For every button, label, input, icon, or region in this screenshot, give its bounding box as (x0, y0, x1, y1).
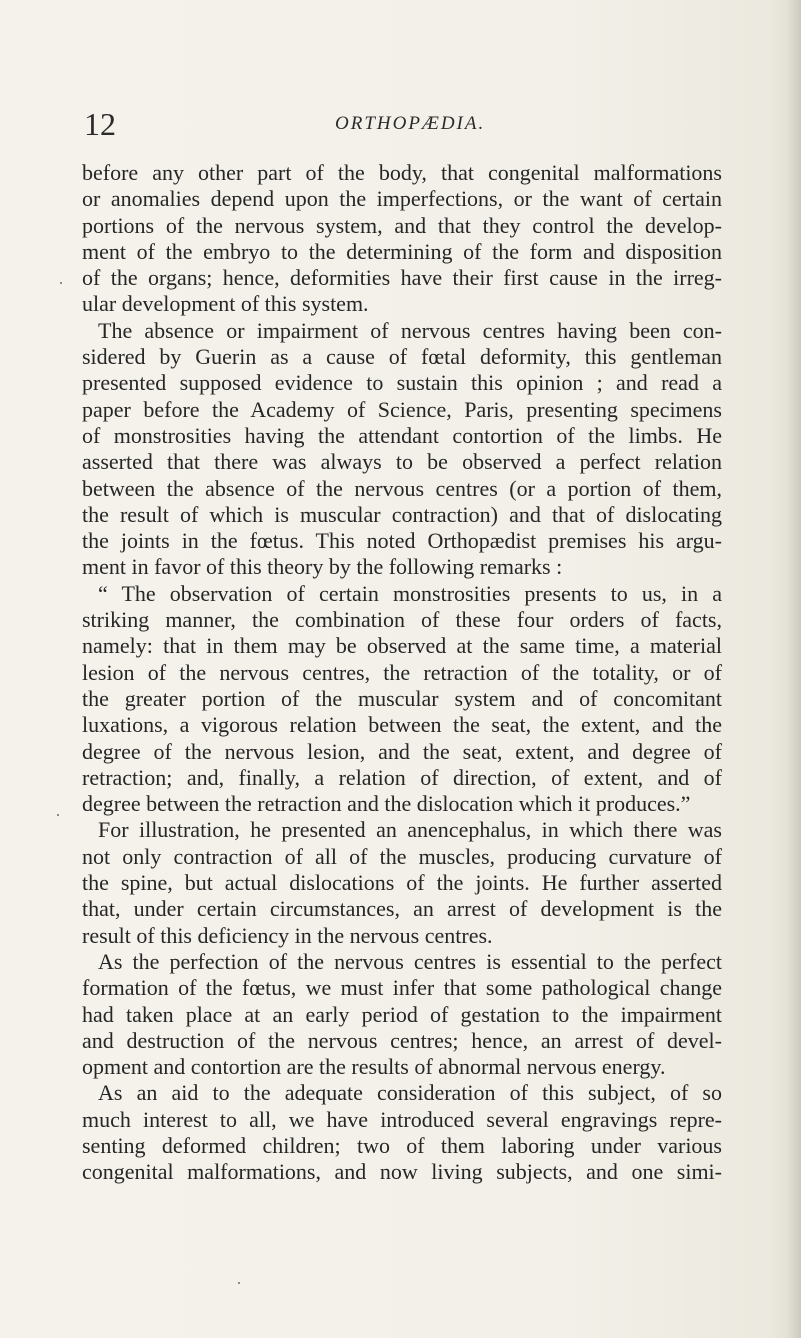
text-line: sidered by Guerin as a cause of fœtal deformity, this gentleman (82, 344, 722, 370)
text-line: before any other part of the body, that congenital malformations (82, 160, 722, 185)
text-line: between the absence of the nervous centres (or a portion of them, (82, 475, 722, 501)
page-header (70, 104, 730, 144)
text-line: the greater portion of the muscular system and of concomitant (82, 685, 722, 711)
text-line: of the organs; hence, deformities have their first cause in the irreg- (82, 265, 722, 291)
text-line: presented supposed evidence to sustain this opinion ; and read a (82, 370, 722, 396)
text-line: “ The observation of certain monstrosities presents to us, in a (98, 580, 722, 606)
text-line: The absence or impairment of nervous centres having been con- (98, 317, 722, 343)
text-line: As an aid to the adequate consideration of this subject, of so (98, 1080, 722, 1106)
text-line: result of this deficiency in the nervous centres. (82, 922, 493, 948)
text-line: the spine, but actual dislocations of the joints. He further asserted (82, 870, 722, 896)
paper-speck (238, 1282, 240, 1284)
text-line: portions of the nervous system, and that they control the develop- (82, 212, 722, 238)
text-line: congenital malformations, and now living subjects, and one simi- (82, 1159, 722, 1185)
page-number: 12 (84, 106, 116, 142)
text-line: the result of which is muscular contraction) and that of dislocating (82, 501, 722, 527)
page-edge-shadow (787, 0, 801, 1338)
paper-speck (60, 282, 62, 284)
text-line: striking manner, the combination of these four orders of facts, (82, 607, 722, 633)
text-line: of monstrosities having the attendant contortion of the limbs. He (82, 422, 722, 448)
body-text (82, 160, 722, 1186)
text-line: As the perfection of the nervous centres is essential to the perfect (98, 948, 722, 974)
text-line: ment of the embryo to the determining of the form and disposition (82, 238, 722, 264)
text-line: asserted that there was always to be observed a perfect relation (82, 449, 722, 475)
text-line: formation of the fœtus, we must infer that some pathological change (82, 975, 722, 1001)
text-line: degree of the nervous lesion, and the seat, extent, and degree of (82, 738, 722, 764)
text-line: For illustration, he presented an anencephalus, in which there was (98, 817, 722, 843)
paper-speck (57, 814, 59, 816)
text-line: much interest to all, we have introduced several engravings repre- (82, 1106, 722, 1132)
text-line: senting deformed children; two of them laboring under various (82, 1132, 722, 1158)
text-line: lesion of the nervous centres, the retraction of the totality, or of (82, 659, 722, 685)
text-line: that, under certain circumstances, an arrest of development is the (82, 896, 722, 922)
text-line: and destruction of the nervous centres; hence, an arrest of devel- (82, 1027, 722, 1053)
text-line: retraction; and, finally, a relation of direction, of extent, and of (82, 764, 722, 790)
text-line: or anomalies depend upon the imperfections, or the want of certain (82, 186, 722, 212)
text-line: namely: that in them may be observed at the same time, a material (82, 633, 722, 659)
text-line: ular development of this system. (82, 291, 369, 317)
running-head: ORTHOPÆDIA. (335, 113, 486, 134)
text-line: ment in favor of this theory by the following remarks : (82, 554, 563, 580)
text-line: paper before the Academy of Science, Paris, presenting specimens (82, 396, 722, 422)
text-line: degree between the retraction and the dislocation which it produces.” (82, 791, 691, 817)
text-line: opment and contortion are the results of abnormal nervous energy. (82, 1054, 666, 1080)
text-line: had taken place at an early period of gestation to the impairment (82, 1001, 722, 1027)
text-line: luxations, a vigorous relation between the seat, the extent, and the (82, 712, 722, 738)
text-line: not only contraction of all of the muscles, producing curvature of (82, 843, 722, 869)
text-line: the joints in the fœtus. This noted Orthopædist premises his argu- (82, 528, 722, 554)
